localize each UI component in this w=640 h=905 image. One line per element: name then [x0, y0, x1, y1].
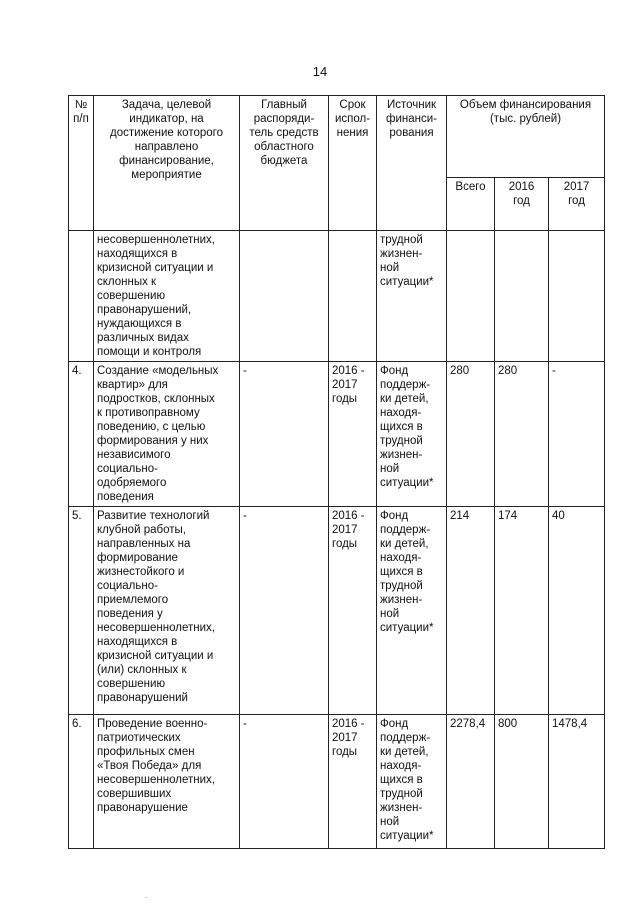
row-total: 2278,4 — [447, 715, 495, 849]
header-num: № п/п — [69, 96, 94, 231]
row-total: 280 — [447, 362, 495, 507]
row-term — [329, 231, 377, 362]
row-num: 6. — [69, 715, 94, 849]
row-task: несовершеннолетних, находящихся в кризисной ситуации и склонных к совершению правонарушений, нуждающихся в различных видах помощи и контроля — [94, 231, 240, 362]
page-number: 14 — [312, 64, 328, 79]
row-manager: - — [240, 507, 329, 715]
row-task: Создание «модельных квартир» для подростков, склонных к противоправному поведению, с целью формирования у них независимого социально- одобряемого поведения — [94, 362, 240, 507]
row-num: 4. — [69, 362, 94, 507]
row-task: Проведение военно- патриотических профильных смен «Твоя Победа» для несовершеннолетних, совершивших правонарушение — [94, 715, 240, 849]
header-volume: Объем финансирования (тыс. рублей) — [447, 96, 605, 178]
row-manager: - — [240, 362, 329, 507]
header-manager: Главный распоряди- тель средств областного бюджета — [240, 96, 329, 231]
row-num: 5. — [69, 507, 94, 715]
row-2017 — [549, 231, 605, 362]
table-row — [69, 362, 605, 507]
row-source: трудной жизнен- ной ситуации* — [377, 231, 447, 362]
row-2016: 280 — [495, 362, 549, 507]
table-row — [69, 231, 605, 362]
row-source: Фонд поддерж- ки детей, находя- щихся в трудной жизнен- ной ситуации* — [377, 362, 447, 507]
header-total: Всего — [447, 178, 495, 231]
row-2017: 40 — [549, 507, 605, 715]
header-2016: 2016 год — [495, 178, 549, 231]
row-2016: 800 — [495, 715, 549, 849]
row-2016: 174 — [495, 507, 549, 715]
financing-table — [68, 95, 605, 849]
row-manager — [240, 231, 329, 362]
row-term: 2016 - 2017 годы — [329, 715, 377, 849]
row-2016 — [495, 231, 549, 362]
row-source: Фонд поддерж- ки детей, находя- щихся в трудной жизнен- ной ситуации* — [377, 507, 447, 715]
table-row — [69, 507, 605, 715]
row-total: 214 — [447, 507, 495, 715]
row-num — [69, 231, 94, 362]
row-total — [447, 231, 495, 362]
row-term: 2016 - 2017 годы — [329, 507, 377, 715]
table-row — [69, 715, 605, 849]
row-term: 2016 - 2017 годы — [329, 362, 377, 507]
header-row — [69, 96, 605, 178]
footer-mark: . — [145, 890, 148, 900]
header-term: Срок испол- нения — [329, 96, 377, 231]
row-manager: - — [240, 715, 329, 849]
header-2017: 2017 год — [549, 178, 605, 231]
header-task: Задача, целевой индикатор, на достижение которого направлено финансирование, мероприятие — [94, 96, 240, 231]
row-2017: 1478,4 — [549, 715, 605, 849]
row-source: Фонд поддерж- ки детей, находя- щихся в трудной жизнен- ной ситуации* — [377, 715, 447, 849]
header-source: Источник финанси- рования — [377, 96, 447, 231]
row-task: Развитие технологий клубной работы, направленных на формирование жизнестойкого и социально- приемлемого поведения у несовершеннолетних, находящихся в кризисной ситуации и (или) склонных к совершению правонарушений — [94, 507, 240, 715]
row-2017: - — [549, 362, 605, 507]
